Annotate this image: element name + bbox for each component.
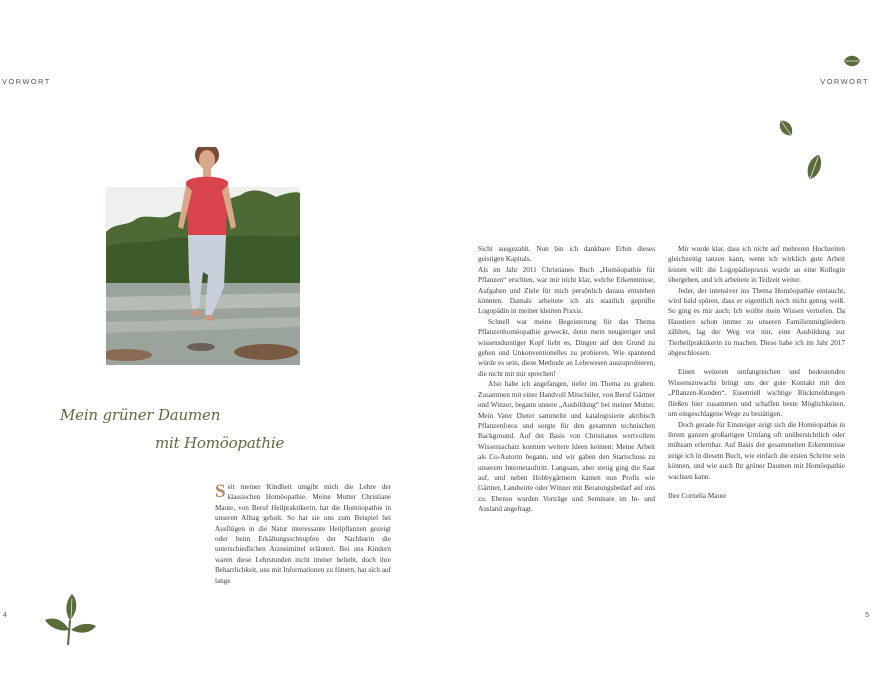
intro-column (215, 482, 391, 586)
paragraph: Also habe ich angefangen, tiefer im Thema zu graben. Zusammen mit einer Handvoll Mitschüler, von Beruf Gärtner und Winzer, begann unsere „Ausbildung“ bei meiner Mutter. Mein Vater Dieter sammelte und katalogisierte akribisch Pflanzenfotos und sorgte für den gesamten technischen Background. Auf der Basis von Christianes wertvollem Wissensschatz konnten weitere Ideen keimen: Meine Arbeit als Co-Autorin begann, und wir gaben den Startschuss zu unserem Internetauftritt. Langsam, aber stetig ging die Saat auf, und neben Hobbygärtnern kamen nun Profis wie Gärtner, Landwirte oder Winzer mit Beratungsbedarf auf uns zu. Ebenso wurden Vorträge und Seminare im In- und Ausland angefragt. (478, 380, 655, 514)
leaf-icon (843, 54, 861, 68)
dropcap: S (215, 481, 226, 502)
leaf-icon (777, 118, 795, 138)
page-number-right: 5 (865, 612, 869, 619)
sprig-icon (42, 590, 98, 646)
paragraph: Als im Jahr 2011 Christianes Buch „Homöopathie für Pflanzen“ erschien, war mir nicht klar, welche Erkenntnisse, Aufgaben und Ziele für mich persönlich daraus entstehen könnten. Damals arbeitete ich als staatlich geprüfte Logopädin in meiner kleinen Praxis. (478, 265, 655, 316)
signature: Ihre Cornelia Maute (668, 491, 727, 500)
paragraph: Schnell war meine Begeisterung für das Thema Pflanzenhomöopathie geweckt, denn mein neugieriger und wissensdurstiger Kopf liebt es, Dingen auf den Grund zu gehen und Unkonventionelles zu probieren. Wie spannend würde es sein, diese Methode an Lebewesen auszuprobieren, die nicht mit mir sprechen! (478, 317, 655, 378)
chapter-heading-line-1: Mein grüner Daumen (60, 406, 221, 424)
chapter-heading-line-2: mit Homöopathie (155, 434, 285, 452)
page-number-left: 4 (3, 612, 7, 619)
paragraph: Mir wurde klar, dass ich nicht auf mehreren Hochzeiten gleichzeitig tanzen kann, wenn ich wirklich gute Arbeit leisten will: die Logopädiepraxis wurde an eine Kollegin übergeben, und ich arbeitete in Teilzeit weiter. (668, 245, 845, 285)
middle-column (478, 244, 655, 515)
section-label-left: VORWORT (2, 77, 51, 86)
paragraph: Einen weiteren umfangreichen und bedeutenden Wissenszuwachs bringt uns der gute Kontakt mit den „Pflanzen-Kunden“. Essentiell wichtige Rückmeldungen fließen hier zusammen und schaffen beste Möglichkeiten, um eingeschlagene Wege zu bestätigen. (668, 368, 845, 419)
section-label-right: VORWORT (820, 77, 869, 86)
paragraph: Doch gerade für Einsteiger zeigt sich die Homöopathie in ihrem ganzen großartigen Umfang oft unübersichtlich oder mühsam erlernbar. Auf Basis der gesammelten Erkenntnisse zeige ich in diesem Buch, wie einfach die ersten Schritte sein können, und wie auch Ihr grüner Daumen mit Homöopathie wachsen kann. (668, 420, 845, 481)
intro-text: eit meiner Kindheit umgibt mich die Lehre der klassischen Homöopathie. Meine Mutter Christiane Maute, von Beruf Heilpraktikerin, hat die Homöopathie in unseren Alltag geholt. So hat sie uns zum Beispiel bei Ausflügen in die Natur interessante Heilpflanzen gezeigt oder beim Erkältungsschnupfen der Nachbarin die unterschiedlichen Arzneimittel erläutert. Bei uns Kindern waren diese Lehrstunden nicht immer beliebt, doch ihre Beharrlichkeit, uns mit Informationen zu füttern, hat sich auf lange (215, 483, 391, 585)
paragraph: Sicht ausgezahlt. Nun bin ich dankbare Erbin dieses geistigen Kapitals. (478, 245, 655, 264)
photo-woman-in-river (106, 147, 300, 365)
right-column (668, 244, 845, 501)
intro-paragraph (215, 482, 391, 586)
leaf-icon (803, 152, 825, 184)
paragraph: Jeder, der intensiver ins Thema Homöopathie eintaucht, wird bald spüren, dass er eigentlich noch nicht genug weiß. So ging es mir auch: Ich wollte mein Wissen vertiefen. Da Haustiere schon immer zu unseren Familienmitgliedern zählten, lag der Weg vor mir, eine Ausbildung zur Tierheilpraktikerin zu machen. Diese habe ich im Jahr 2017 abgeschlossen. (668, 286, 845, 358)
